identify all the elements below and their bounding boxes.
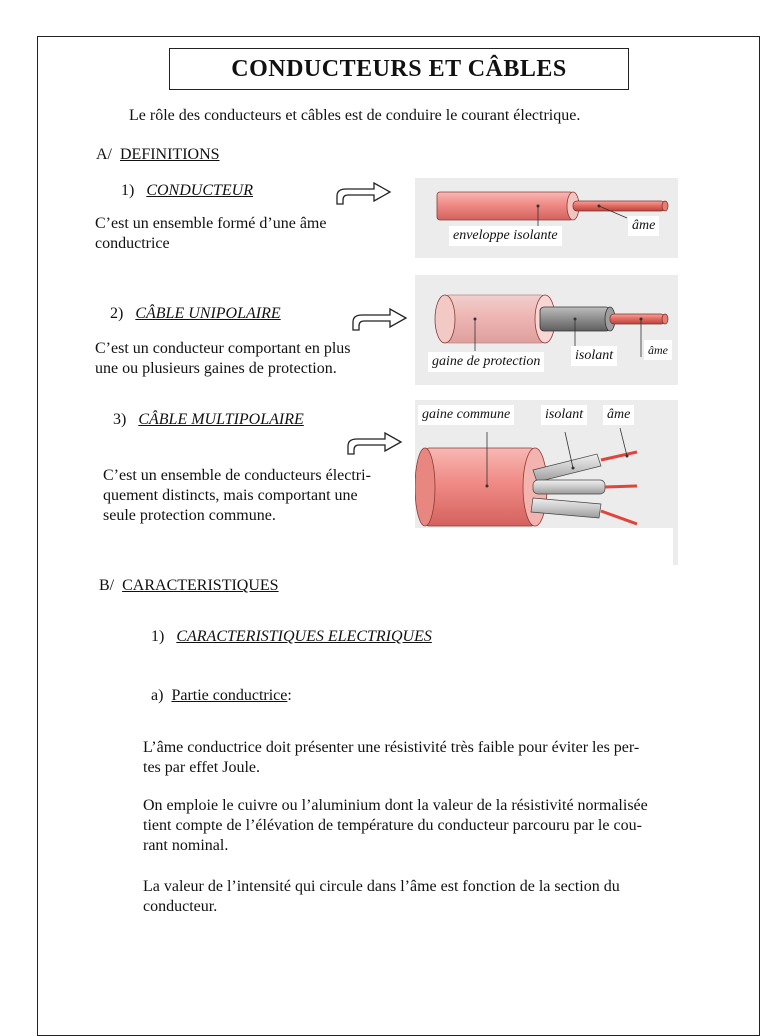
sub-1-title: CARACTERISTIQUES ELECTRIQUES [176,628,432,645]
curved-arrow-icon [345,430,405,456]
item-2-line: C’est un conducteur comportant en plus [95,340,351,357]
item-3-line: quement distincts, mais comportant une [103,487,358,504]
item-3-line: C’est un ensemble de conducteurs électri- [103,467,371,484]
part-a-marker: a) [151,687,164,704]
label-ame-3: âme [603,405,634,425]
item-3-line: seule protection commune. [103,507,276,524]
item-1-heading [121,181,253,201]
label-gaine-de-protection: gaine de protection [428,352,544,372]
label-ame-2: âme [644,340,672,360]
label-gaine-commune: gaine commune [418,405,514,425]
label-enveloppe-isolante: enveloppe isolante [449,226,562,246]
paragraph-line: La valeur de l’intensité qui circule dans l’âme est fonction de la section du [143,878,620,895]
section-b-marker: B/ [99,577,115,594]
paragraph-line: On emploie le cuivre ou l’aluminium dont la valeur de la résistivité normalisée [143,797,648,814]
item-2-number: 2) [110,305,124,322]
label-isolant-2: isolant [541,405,587,425]
item-3-title: CÂBLE MULTIPOLAIRE [138,411,304,428]
page-title: CONDUCTEURS ET CÂBLES [169,48,629,90]
section-a-title: DEFINITIONS [120,146,220,163]
item-3-number: 3) [113,411,127,428]
item-3-definition [103,466,413,526]
label-isolant-1: isolant [571,346,617,366]
part-a-heading [151,686,292,706]
curved-arrow-icon [350,306,410,332]
paragraph-2 [143,796,723,856]
item-2-title: CÂBLE UNIPOLAIRE [135,305,281,322]
section-b-title: CARACTERISTIQUES [122,577,279,594]
paragraph-3 [143,877,723,917]
label-ame-1: âme [628,216,659,236]
item-2-line: une ou plusieurs gaines de protection. [95,360,337,377]
item-1-line: conductrice [95,235,170,252]
paragraph-line: conducteur. [143,898,218,915]
paragraph-line: tient compte de l’élévation de température du conducteur parcouru par le cou- [143,817,642,834]
paragraph-line: L’âme conductrice doit présenter une résistivité très faible pour éviter les per- [143,739,640,756]
curved-arrow-icon [334,180,394,206]
sub-1-number: 1) [151,628,165,645]
part-a-title: Partie conductrice [171,687,288,704]
paragraph-line: tes par effet Joule. [143,759,260,776]
item-1-title: CONDUCTEUR [146,182,254,199]
item-1-number: 1) [121,182,135,199]
sub-1-heading [151,627,432,647]
paragraph-line: rant nominal. [143,837,229,854]
section-a-marker: A/ [96,146,112,163]
item-1-line: C’est un ensemble formé d’une âme [95,215,327,232]
item-2-definition [95,339,405,379]
intro-text: Le rôle des conducteurs et câbles est de conduire le courant électrique. [129,107,581,124]
item-2-heading [110,304,281,324]
item-1-definition [95,214,395,254]
item-3-heading [113,410,304,430]
section-b-heading [99,576,279,596]
paragraph-1 [143,738,723,778]
part-a-colon: : [287,687,292,704]
section-a-heading [96,145,220,165]
